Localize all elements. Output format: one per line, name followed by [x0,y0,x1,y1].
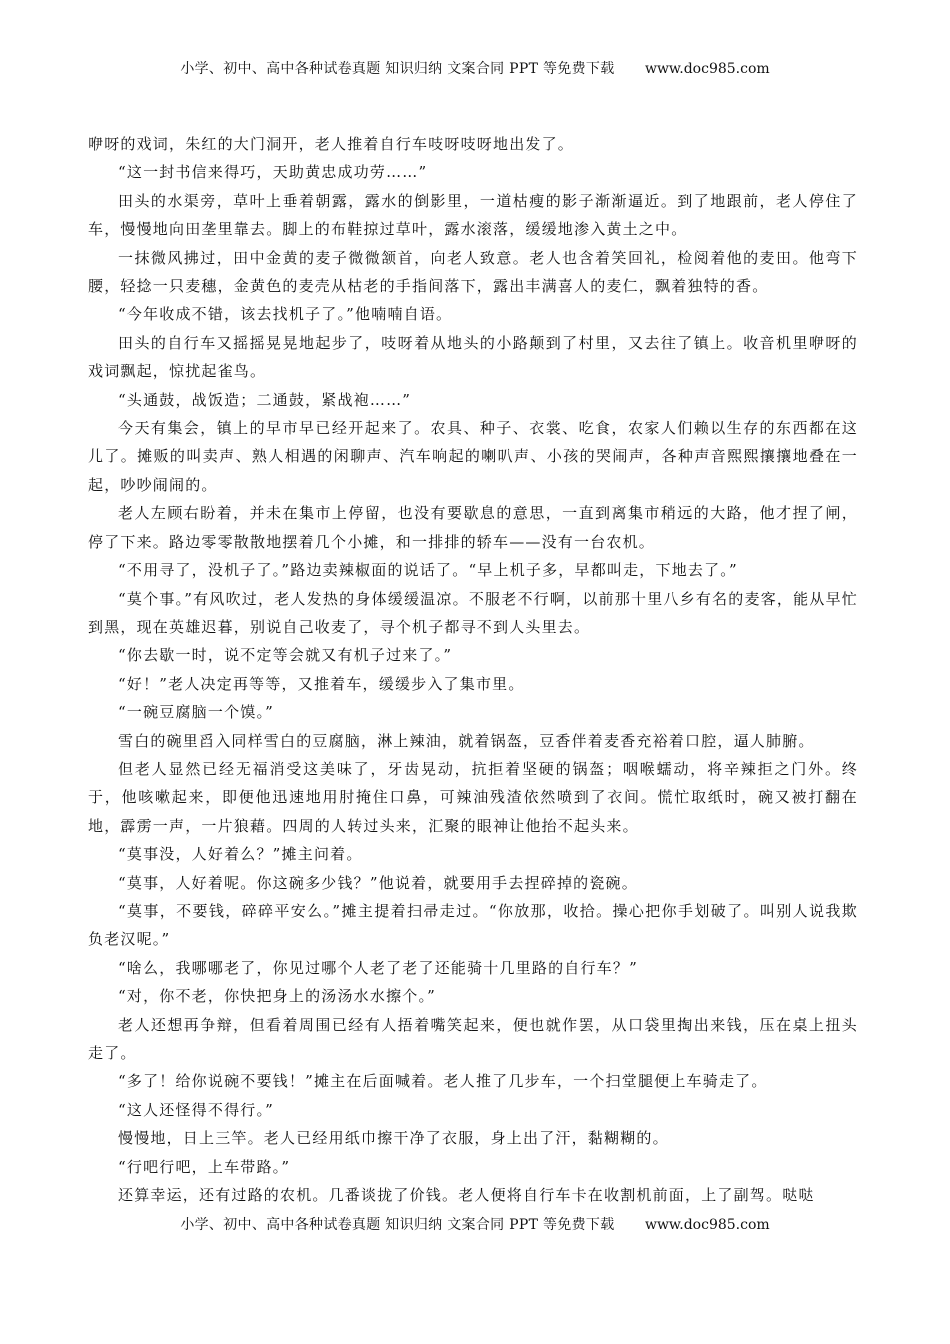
paragraph: “莫事，人好着呢。你这碗多少钱？”他说着，就要用手去捏碎掉的瓷碗。 [118,873,638,892]
paragraph: 一抹微风拂过，田中金黄的麦子微微颔首，向老人致意。老人也含着笑回礼，检阅着他的麦田。他弯下腰，轻捻一只麦穗，金黄色的麦壳从枯老的手指间落下，露出丰满喜人的麦仁，飘着独特的香。 [88,248,858,296]
paragraph: “对，你不老，你快把身上的汤汤水水擦个。” [118,987,437,1006]
paragraph: “行吧行吧，上车带路。” [118,1157,291,1176]
paragraph: “这人还怪得不得行。” [118,1100,275,1119]
footer-text: 小学、初中、高中各种试卷真题 知识归纳 文案合同 PPT 等免费下载 [180,1217,615,1233]
paragraph: 咿呀的戏词，朱红的大门洞开，老人推着自行车吱呀吱呀地出发了。 [88,135,575,153]
paragraph: 还算幸运，还有过路的农机。几番谈拢了价钱。老人便将自行车卡在收割机前面，上了副驾。哒哒 [118,1186,815,1205]
paragraph: 慢慢地，日上三竿。老人已经用纸巾擦干净了衣服，身上出了汗，黏糊糊的。 [118,1129,669,1148]
paragraph: “这一封书信来得巧，天助黄忠成功劳……” [118,163,428,182]
paragraph: 田头的自行车又摇摇晃晃地起步了，吱呀着从地头的小路颠到了村里，又去往了镇上。收音机里咿呀的戏词飘起，惊扰起雀鸟。 [88,333,858,381]
paragraph: “今年收成不错，该去找机子了。”他喃喃自语。 [118,305,453,324]
paragraph: “莫个事。”有风吹过，老人发热的身体缓缓温凉。不服老不行啊，以前那十里八乡有名的麦客，能从早忙到黑，现在英雄迟暮，别说自己收麦了，寻个机子都寻不到人头里去。 [88,589,858,636]
page-header [0,58,950,78]
paragraph: 但老人显然已经无福消受这美味了，牙齿晃动，抗拒着坚硬的锅盔；咽喉蠕动，将辛辣拒之门外。终于，他咳嗽起来，即便他迅速地用肘掩住口鼻，可辣油残渣依然喷到了衣间。慌忙取纸时，碗又被打翻在地，霹雳一声，一片狼藉。四周的人转过头来，汇聚的眼神让他抬不起头来。 [88,759,858,835]
paragraph: “啥么，我哪哪老了，你见过哪个人老了老了还能骑十几里路的自行车？” [118,958,638,977]
paragraph: “多了！给你说碗不要钱！”摊主在后面喊着。老人推了几步车，一个扫堂腿便上车骑走了。 [118,1072,768,1091]
paragraph: 老人左顾右盼着，并未在集市上停留，也没有要歇息的意思，一直到离集市稍远的大路，他才捏了闸，停了下来。路边零零散散地摆着几个小摊，和一排排的轿车——没有一台农机。 [88,504,858,551]
paragraph: “莫事没，人好着么？”摊主问着。 [118,845,363,864]
paragraph: “一碗豆腐脑一个馍。” [118,703,275,722]
paragraph: “莫事，不要钱，碎碎平安么。”摊主提着扫帚走过。“你放那，收拾。操心把你手划破了。叫别人说我欺负老汉呢。” [88,901,858,949]
paragraph: 雪白的碗里舀入同样雪白的豆腐脑，淋上辣油，就着锅盔，豆香伴着麦香充裕着口腔，逼人肺腑。 [118,731,815,750]
article-body [88,130,858,1209]
paragraph: 今天有集会，镇上的早市早已经开起来了。农具、种子、衣裳、吃食，农家人们赖以生存的东西都在这儿了。摊贩的叫卖声、熟人相遇的闲聊声、汽车响起的喇叭声、小孩的哭闹声，各种声音熙熙攘攘地叠在一起，吵吵闹闹的。 [88,419,858,494]
header-text: 小学、初中、高中各种试卷真题 知识归纳 文案合同 PPT 等免费下载 [180,61,615,77]
paragraph: “不用寻了，没机子了。”路边卖辣椒面的说话了。“早上机子多，早都叫走，下地去了。” [118,561,738,580]
paragraph: “好！”老人决定再等等，又推着车，缓缓步入了集市里。 [118,674,525,693]
paragraph: “你去歇一时，说不定等会就又有机子过来了。” [118,646,453,665]
header-url: www.doc985.com [644,61,770,77]
paragraph: 田头的水渠旁，草叶上垂着朝露，露水的倒影里，一道枯瘦的影子渐渐逼近。到了地跟前，老人停住了车，慢慢地向田垄里靠去。脚上的布鞋掠过草叶，露水滚落，缓缓地渗入黄土之中。 [88,191,858,239]
paragraph: 老人还想再争辩，但看着周围已经有人捂着嘴笑起来，便也就作罢，从口袋里掏出来钱，压在桌上扭头走了。 [88,1015,858,1062]
paragraph: “头通鼓，战饭造；二通鼓，紧战袍……” [118,390,412,409]
footer-url: www.doc985.com [644,1217,770,1233]
page-footer [0,1214,950,1234]
